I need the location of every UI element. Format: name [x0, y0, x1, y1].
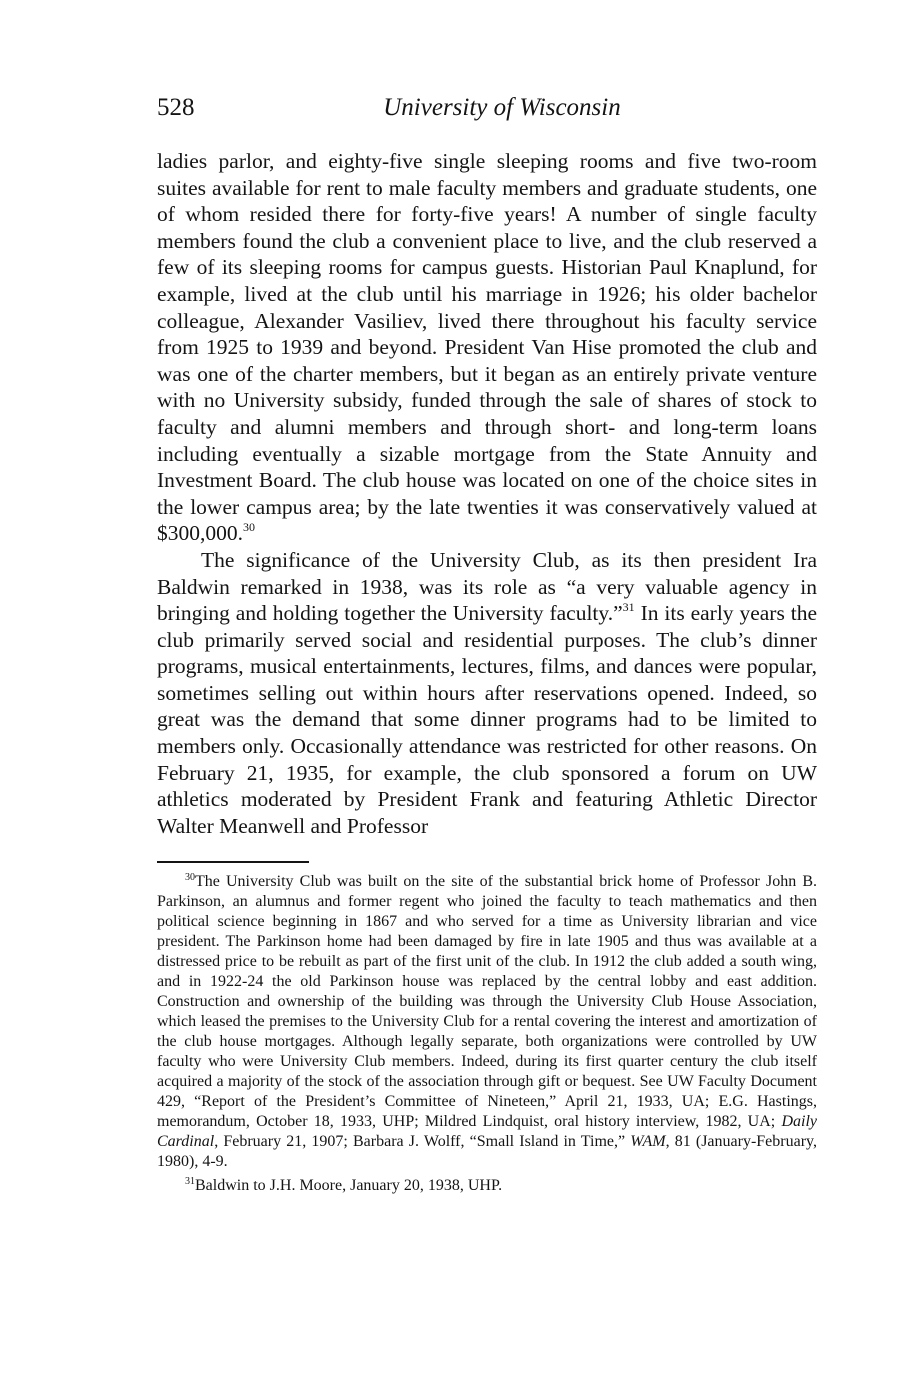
note-ref-31: 31 [622, 600, 635, 615]
paragraph-1 [157, 148, 817, 547]
paragraph-2-text-b: In its early years the club primarily served social and residential purposes. The club’s dinner programs, musical entertainments, lectures, films, and dances were popular, sometimes selling out within hours after reservations opened. Indeed, so great was the demand that some dinner programs had to be limited to members only. Occasionally attendance was restricted for other reasons. On February 21, 1935, for example, the club sponsored a forum on UW athletics moderated by President Frank and featuring Athletic Director Walter Meanwell and Professor [157, 601, 817, 838]
footnote-30-text-b: , February 21, 1907; Barbara J. Wolff, “Small Island in Time,” [214, 1133, 631, 1150]
running-head [157, 90, 817, 126]
footnote-marker-30: 30 [185, 872, 195, 883]
footnote-divider [157, 861, 309, 863]
footnote-31 [157, 1176, 817, 1196]
page-number: 528 [157, 94, 195, 121]
footnote-30-italic-a: Daily Cardinal [157, 1113, 817, 1150]
footnote-31-text: Baldwin to J.H. Moore, January 20, 1938, UHP. [195, 1177, 503, 1194]
footnote-marker-31: 31 [185, 1176, 195, 1187]
footnote-30-text-c: , 81 (January-February, 1980), 4-9. [157, 1133, 817, 1170]
paragraph-1-text: ladies parlor, and eighty-five single sleeping rooms and five two-room suites available for rent to male faculty members and graduate students, one of whom resided there for forty-five years! A number of single faculty members found the club a convenient place to live, and the club reserved a few of its sleeping rooms for campus guests. Historian Paul Knaplund, for example, lived at the club until his marriage in 1926; his older bachelor colleague, Alexander Vasiliev, lived there throughout his faculty service from 1925 to 1939 and beyond. President Van Hise promoted the club and was one of the charter members, but it began as an entirely private venture with no University subsidy, funded through the sale of shares of stock to faculty and alumni members and through short- and long-term loans including eventually a sizable mortgage from the State Annuity and Investment Board. The club house was located on one of the choice sites in the lower campus area; by the late twenties it was conservatively valued at $300,000. [157, 149, 817, 546]
paragraph-2-text-a: The significance of the University Club, as its then president Ira Baldwin remarked in 1938, was its role as “a very valuable agency in bringing and holding together the University faculty.” [157, 547, 817, 626]
note-ref-30: 30 [243, 520, 255, 535]
running-title: University of Wisconsin [383, 94, 621, 121]
footnote-30 [157, 872, 817, 1172]
paragraph-2 [157, 547, 817, 840]
body-text [157, 148, 817, 839]
footnotes [157, 872, 817, 1196]
footnote-30-text-a: The University Club was built on the site of the substantial brick home of Professor John B. Parkinson, an alumnus and former regent who joined the faculty to teach mathematics and then political science beginning in 1867 and who served for a time as University librarian and vice president. The Parkinson home had been damaged by fire in late 1905 and thus was available at a distressed price to be rebuilt as part of the first unit of the club. In 1912 the club added a south wing, and in 1922-24 the old Parkinson house was replaced by the central lobby and east addition. Construction and ownership of the building was through the University Club House Association, which leased the premises to the University Club for a rental covering the interest and amortization of the club house mortgages. Although legally separate, both organizations were controlled by UW faculty who were University Club members. Indeed, during its first quarter century the club itself acquired a majority of the stock of the association through gift or bequest. See UW Faculty Document 429, “Report of the President’s Committee of Nineteen,” April 21, 1933, UA; E.G. Hastings, memorandum, October 18, 1933, UHP; Mildred Lindquist, oral history interview, 1982, UA; [157, 873, 817, 1130]
footnote-30-italic-b: WAM [630, 1133, 666, 1150]
